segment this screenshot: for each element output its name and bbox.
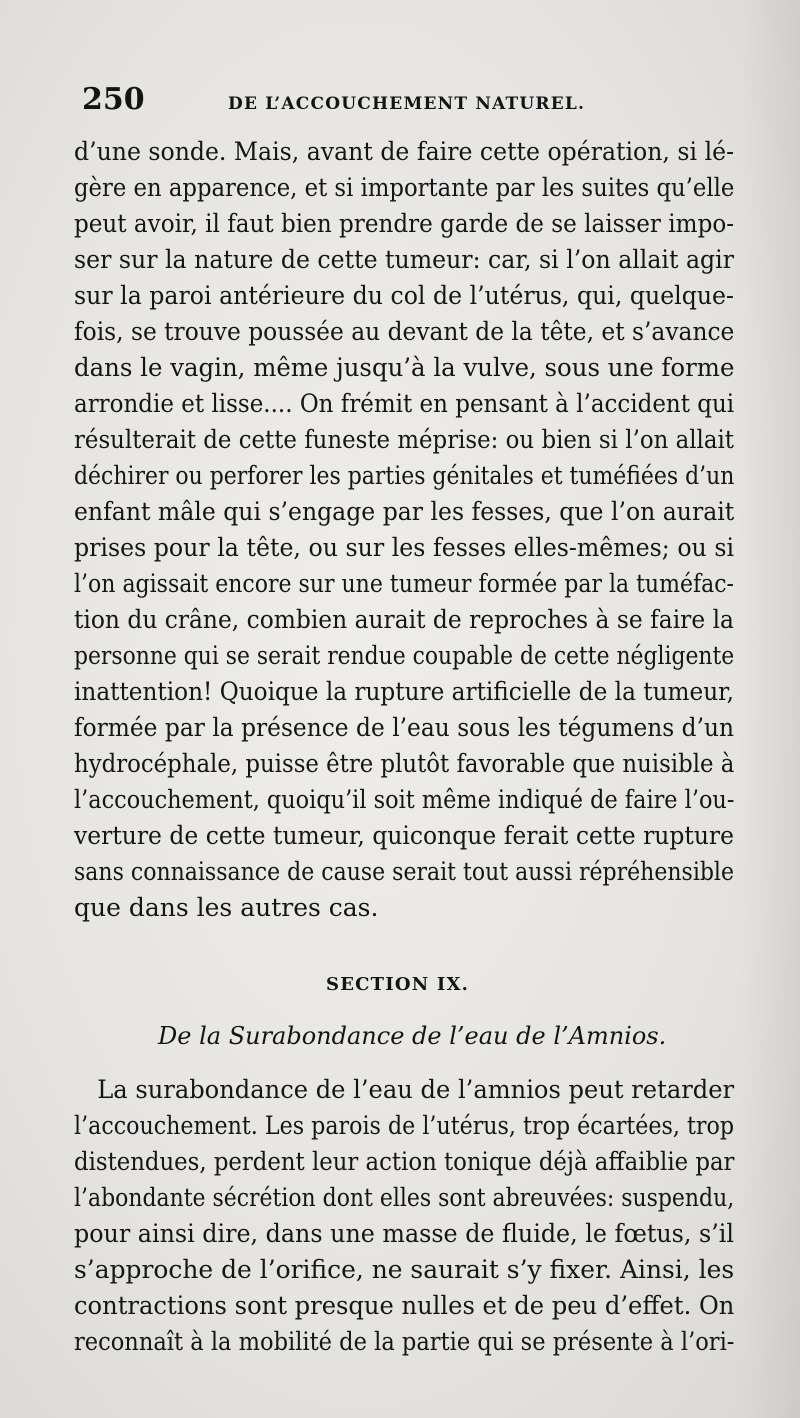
text-line: s’approche de l’orifice, ne saurait s’y fixer. Ainsi, les bbox=[74, 1255, 735, 1284]
text-line: formée par la présence de l’eau sous les tégumens d’un bbox=[74, 713, 734, 742]
text-line: contractions sont presque nulles et de peu d’effet. On bbox=[74, 1291, 735, 1320]
page-number: 250 bbox=[82, 82, 145, 117]
text-line: fois, se trouve poussée au devant de la tête, et s’avance bbox=[74, 317, 735, 346]
text-line: l’accouchement. Les parois de l’utérus, trop écartées, trop bbox=[74, 1111, 734, 1140]
text-line: reconnaît à la mobilité de la partie qui se présente à l’ori- bbox=[74, 1327, 735, 1356]
paragraph-2 bbox=[74, 1072, 734, 1372]
paragraph-1 bbox=[74, 134, 734, 934]
text-line: gère en apparence, et si importante par les suites qu’elle bbox=[74, 173, 735, 202]
page-header bbox=[82, 82, 612, 122]
text-line: peut avoir, il faut bien prendre garde de se laisser impo- bbox=[74, 209, 735, 238]
text-line: l’on agissait encore sur une tumeur formée par la tuméfac- bbox=[74, 569, 734, 598]
text-line: résulterait de cette funeste méprise: ou bien si l’on allait bbox=[74, 425, 734, 454]
text-line: distendues, perdent leur action tonique déjà affaiblie par bbox=[74, 1147, 735, 1176]
text-line: La surabondance de l’eau de l’amnios peut retarder bbox=[97, 1075, 735, 1104]
text-line: déchirer ou perforer les parties génitales et tuméfiées d’un bbox=[74, 461, 735, 490]
section-heading: SECTION IX. bbox=[326, 974, 470, 995]
text-line: pour ainsi dire, dans une masse de fluide, le fœtus, s’il bbox=[74, 1219, 734, 1248]
text-line: prises pour la tête, ou sur les fesses elles-mêmes; ou si bbox=[74, 533, 735, 562]
text-line: arrondie et lisse.... On frémit en pensant à l’accident qui bbox=[74, 389, 735, 418]
text-line: sur la paroi antérieure du col de l’utérus, qui, quelque- bbox=[74, 281, 734, 310]
text-line: l’accouchement, quoiqu’il soit même indiqué de faire l’ou- bbox=[74, 785, 735, 814]
section-subtitle: De la Surabondance de l’eau de l’Amnios. bbox=[158, 1022, 667, 1050]
page-edge-shadow bbox=[740, 0, 800, 1418]
text-line: sans connaissance de cause serait tout aussi répréhensible bbox=[74, 857, 734, 886]
text-line: personne qui se serait rendue coupable de cette négligente bbox=[74, 641, 735, 670]
text-line: dans le vagin, même jusqu’à la vulve, sous une forme bbox=[74, 353, 735, 382]
text-line: inattention! Quoique la rupture artificielle de la tumeur, bbox=[74, 677, 735, 706]
running-head: DE L’ACCOUCHEMENT NATUREL. bbox=[228, 94, 586, 114]
text-line: l’abondante sécrétion dont elles sont abreuvées: suspendu, bbox=[74, 1183, 735, 1212]
text-line: verture de cette tumeur, quiconque ferait cette rupture bbox=[74, 821, 734, 850]
text-line: enfant mâle qui s’engage par les fesses, que l’on aurait bbox=[74, 497, 735, 526]
text-line: d’une sonde. Mais, avant de faire cette opération, si lé- bbox=[74, 137, 735, 166]
text-line: que dans les autres cas. bbox=[74, 893, 379, 922]
text-line: hydrocéphale, puisse être plutôt favorable que nuisible à bbox=[74, 749, 735, 778]
text-line: ser sur la nature de cette tumeur: car, si l’on allait agir bbox=[74, 245, 734, 274]
text-line: tion du crâne, combien aurait de reproches à se faire la bbox=[74, 605, 734, 634]
